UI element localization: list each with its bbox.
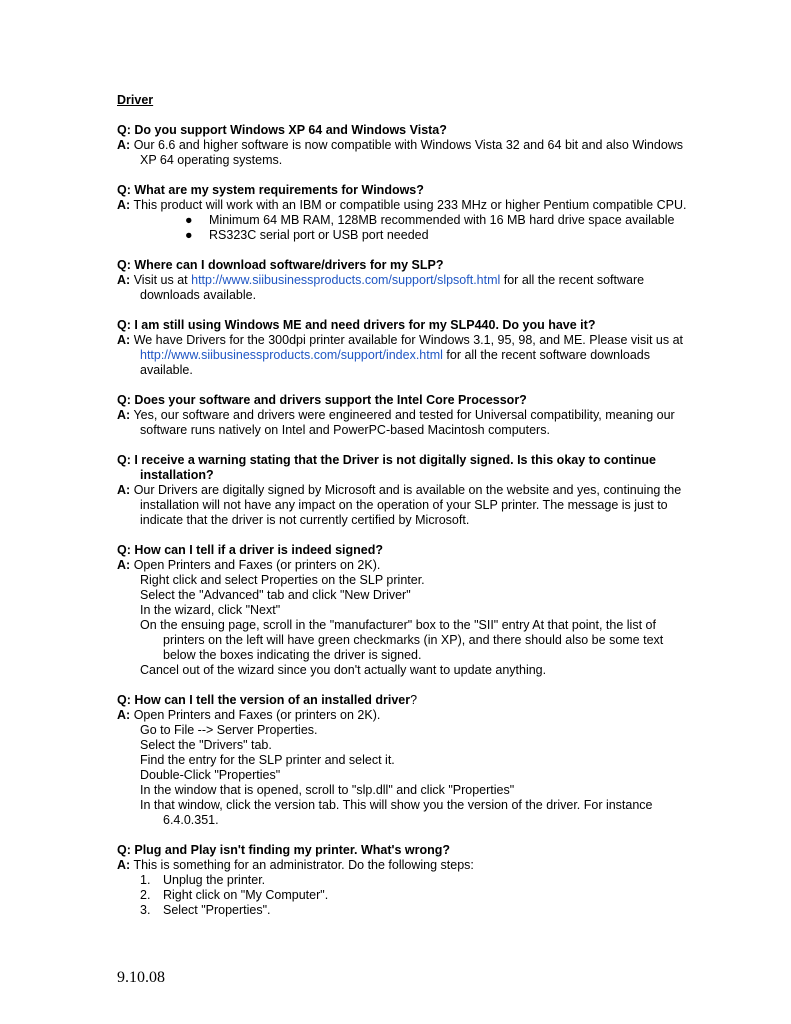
list-item: 2. Right click on "My Computer". <box>140 888 329 902</box>
answer: A: Visit us at http://www.siibusinessproducts.com/support/slpsoft.html for all the recent software downloads available. <box>117 273 645 302</box>
answer <box>117 198 687 213</box>
list-item: 3. Select "Properties". <box>140 903 271 917</box>
answer-text: This product will work with an IBM or compatible using 233 MHz or higher Pentium compatible CPU. <box>133 198 687 212</box>
answer: A: Open Printers and Faxes (or printers on 2K). <box>117 558 381 572</box>
question: Q: How can I tell if a driver is indeed signed? <box>117 543 384 557</box>
answer: A: Open Printers and Faxes (or printers on 2K). <box>117 708 381 722</box>
list-item: ● Minimum 64 MB RAM, 128MB recommended with 16 MB hard drive space available <box>185 213 675 227</box>
answer-label: A: <box>117 333 131 347</box>
list-item: ● RS323C serial port or USB port needed <box>185 228 429 242</box>
bullet-icon: ● <box>185 228 193 242</box>
faq-item-3 <box>117 258 687 303</box>
answer-label: A: <box>117 198 131 212</box>
question: Q: How can I tell the version of an installed driver? <box>117 693 418 707</box>
step-item: Cancel out of the wizard since you don't actually want to update anything. <box>140 663 547 677</box>
answer-label: A: <box>117 483 131 497</box>
section-heading: Driver <box>117 93 154 107</box>
step-item: Select the "Advanced" tab and click "New Driver" <box>140 588 411 602</box>
answer-label: A: <box>117 273 131 287</box>
step-item: Double-Click "Properties" <box>140 768 281 782</box>
answer-label: A: <box>117 138 131 152</box>
faq-item-7 <box>117 543 687 678</box>
faq-item-6 <box>117 453 687 528</box>
question: Q: What are my system requirements for Windows? <box>117 183 424 197</box>
question: Q: I am still using Windows ME and need drivers for my SLP440. Do you have it? <box>117 318 596 332</box>
faq-item-2 <box>117 183 687 243</box>
faq-content <box>117 93 687 933</box>
question: Q: Does your software and drivers support the Intel Core Processor? <box>117 393 527 407</box>
faq-item-5 <box>117 393 687 438</box>
step-item: Select the "Drivers" tab. <box>140 738 272 752</box>
list-item: 1. Unplug the printer. <box>140 873 266 887</box>
answer-label: A: <box>117 558 131 572</box>
question: Q: Where can I download software/drivers for my SLP? <box>117 258 444 272</box>
question: Q: I receive a warning stating that the Driver is not digitally signed. Is this okay to continue installation? <box>117 453 656 482</box>
answer-label: A: <box>117 858 131 872</box>
step-item: In the window that is opened, scroll to "slp.dll" and click "Properties" <box>140 783 515 797</box>
step-item: On the ensuing page, scroll in the "manufacturer" box to the "SII" entry At that point, the list of printers on the left will have green checkmarks (in XP), and there should also be some text below the boxes indicating the driver is signed. <box>140 618 664 662</box>
answer <box>117 138 687 168</box>
step-item: Find the entry for the SLP printer and select it. <box>140 753 395 767</box>
numbered-steps <box>117 873 687 918</box>
faq-item-9 <box>117 843 687 918</box>
answer-text: Our 6.6 and higher software is now compatible with Windows Vista 32 and 64 bit and also Windows XP 64 operating systems. <box>133 138 684 167</box>
step-item: In the wizard, click "Next" <box>140 603 281 617</box>
steps-list <box>117 573 687 678</box>
answer: A: We have Drivers for the 300dpi printer available for Windows 3.1, 95, 98, and ME. Please visit us at http://www.siibusinessproducts.com/support/index.html for all the recent software downloads available. <box>117 333 684 377</box>
answer: A: Yes, our software and drivers were engineered and tested for Universal compatibility, meaning our software runs natively on Intel and PowerPC-based Macintosh computers. <box>117 408 675 437</box>
footer-date: 9.10.08 <box>117 969 165 986</box>
answer-label: A: <box>117 408 131 422</box>
faq-item-1 <box>117 123 687 168</box>
faq-item-4 <box>117 318 687 378</box>
step-item: Go to File --> Server Properties. <box>140 723 318 737</box>
step-item: Right click and select Properties on the SLP printer. <box>140 573 425 587</box>
requirements-list <box>117 213 687 243</box>
slpsoft-link[interactable]: http://www.siibusinessproducts.com/support/slpsoft.html <box>191 273 501 287</box>
step-item: In that window, click the version tab. This will show you the version of the driver. For instance 6.4.0.351. <box>140 798 653 827</box>
bullet-icon: ● <box>185 213 193 227</box>
faq-item-8 <box>117 693 687 828</box>
answer: A: Our Drivers are digitally signed by Microsoft and is available on the website and yes, continuing the installation will not have any impact on the operation of your SLP printer. The message is just to indicate that the driver is not currently certified by Microsoft. <box>117 483 682 527</box>
steps-list <box>117 723 687 828</box>
question: Q: Plug and Play isn't finding my printer. What's wrong? <box>117 843 451 857</box>
answer: A: This is something for an administrator. Do the following steps: <box>117 858 474 872</box>
question: Q: Do you support Windows XP 64 and Windows Vista? <box>117 123 447 137</box>
support-index-link[interactable]: http://www.siibusinessproducts.com/support/index.html <box>140 348 443 362</box>
answer-label: A: <box>117 708 131 722</box>
